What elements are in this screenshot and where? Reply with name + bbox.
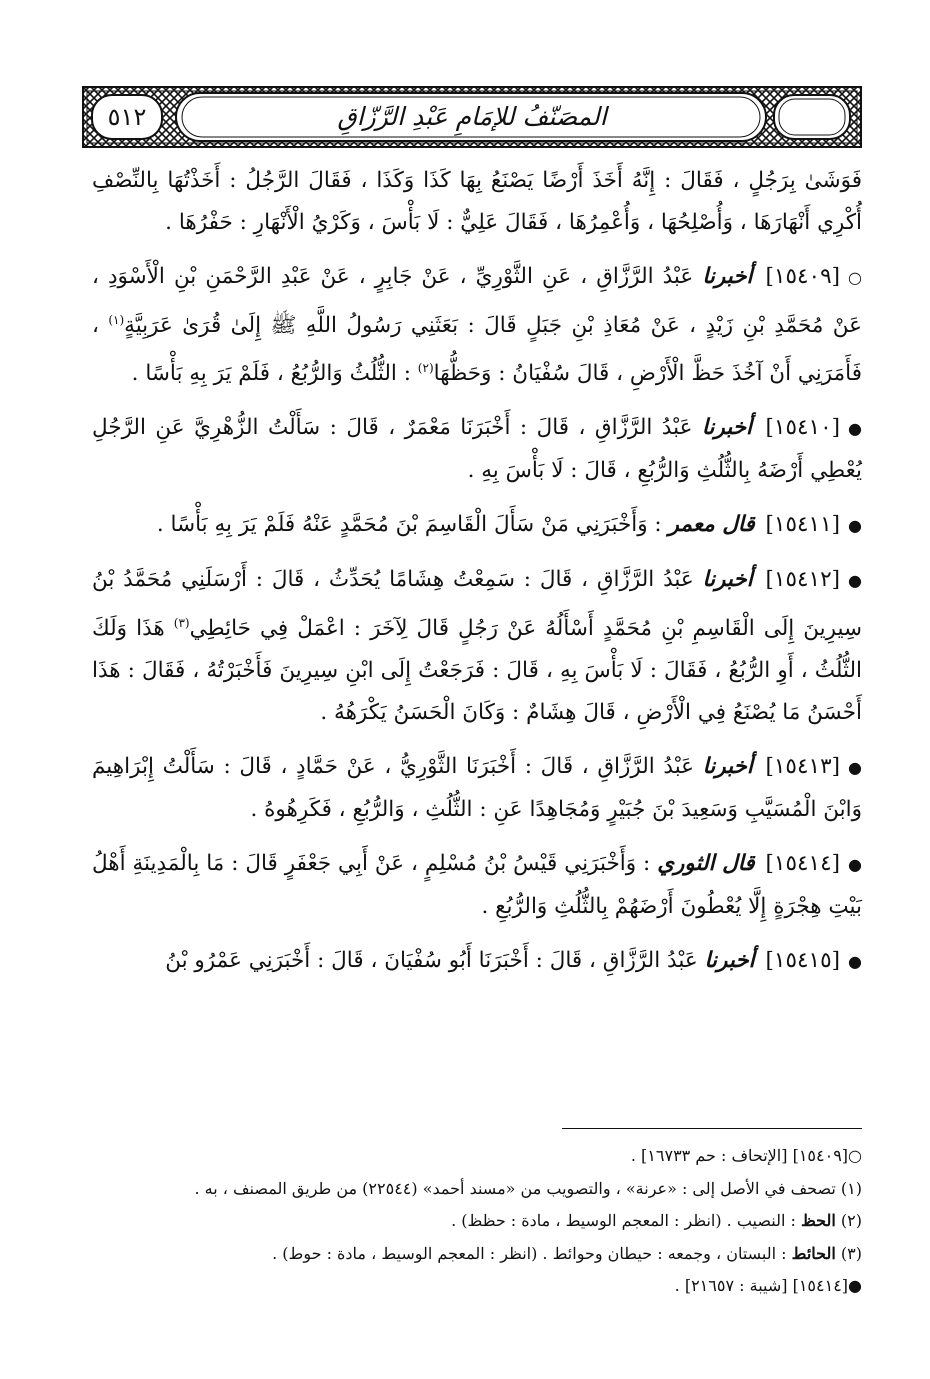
footnote-ref: (١): [108, 313, 125, 327]
hadith-number: [١٥٤١٠]: [765, 415, 841, 441]
text-line: فَوَشَىٰ بِرَجُلٍ ، فَقَالَ : إِنَّهُ أَخَذَ أَرْضًا يَصْنَعُ بِهَا كَذَا وَكَذَا ، فَقَالَ الرَّجُلُ : أَخَذْتُهَا: [167, 168, 862, 193]
hadith-text: : وَأَخْبَرَنِي قَيْسُ بْنُ مُسْلِمٍ ، عَنْ أَبِي جَعْفَرٍ قَالَ : مَا بِالْمَدِينَةِ أَهْلُ بَيْتِ هِجْرَةٍ إِلَّا يُعْطُونَ أَرْضَهُمْ بِالثُّلُثِ وَالرُّبُعِ .: [92, 851, 862, 920]
hadith-number: [١٥٤١٥]: [765, 948, 841, 974]
footnote-number: (٣): [840, 1243, 862, 1263]
hadith-text: ، فَأَمَرَنِي أَنْ آخُذَ حَظَّ الْأَرْضِ ، قَالَ سُفْيَانُ : وَحَظُّهَا: [92, 313, 862, 387]
hadith-text: عَبْدُ الرَّزَّاقِ ، عَنِ الثَّوْرِيِّ ، عَنْ جَابِرٍ ، عَنْ عَبْدِ الرَّحْمَنِ بْنِ الْأَسْوَدِ ، عَنْ مُحَمَّدِ بْنِ زَيْدٍ ، عَنْ مُعَاذِ بْنِ جَبَلٍ قَالَ : بَعَثَنِي رَسُولُ اللَّهِ ﷺ إِلَىٰ قُرَىٰ عَرَبِيَّةٍ: [92, 264, 862, 339]
hadith-number: [١٥٤١٤]: [765, 851, 841, 877]
hadith-text: عَبْدُ الرَّزَّاقِ ، قَالَ : أَخْبَرَنَا أَبُو سُفْيَانَ ، قَالَ : أَخْبَرَنِي عَمْرُو بْنُ: [165, 948, 698, 974]
hadith-15415: [92, 940, 862, 983]
footnote: [92, 1140, 862, 1173]
page-header: [82, 86, 862, 148]
hadith-15412: [92, 559, 862, 734]
footnote-text: تصحف في الأصل إلى : «عرنة» ، والتصويب من «مسند أحمد» (٢٢٥٤٤) من طريق المصنف ، به .: [194, 1178, 836, 1198]
footnote-text: : النصيب . (انظر : المعجم الوسيط ، مادة : حظظ) .: [451, 1211, 796, 1230]
hadith-number: [١٥٤١٢]: [765, 567, 841, 593]
hadith-marker: ●: [848, 571, 862, 591]
footnote-text: : البستان ، وجمعه : حيطان وحوائط . (انظر : المعجم الوسيط ، مادة : حوط) .: [272, 1243, 787, 1263]
hadith-marker: ●: [848, 758, 862, 778]
hadith-marker: ●: [848, 855, 862, 875]
hadith-15414: [92, 843, 862, 928]
hadith-15410: [92, 407, 862, 492]
isnad-label: أخبرنا: [701, 415, 753, 441]
footnote: [92, 1270, 862, 1303]
hadith-number: [١٥٤٠٩]: [765, 264, 841, 289]
logo-seal: [776, 101, 846, 135]
hadith-15409: [92, 256, 862, 395]
hadith-15413: [92, 746, 862, 831]
hadith-text: عَبْدُ الرَّزَّاقِ ، قَالَ : سَمِعْتُ هِشَامًا يُحَدِّثُ ، قَالَ : أَرْسَلَنِي مُحَمَّدُ بْنُ سِيرِينَ إِلَى الْقَاسِمِ بْنِ مُحَمَّدٍ أَسْأَلُهُ عَنْ رَجُلٍ قَالَ لِآخَرَ : اعْمَلْ فِي حَائِطِي: [92, 567, 862, 642]
hadith-marker: ●: [848, 516, 862, 536]
hadith-marker: ○: [848, 268, 863, 287]
hadith-marker: ●: [848, 419, 862, 439]
isnad-label: أخبرنا: [702, 754, 753, 780]
running-title: المصَنّفُ للإمَامِ عَبْدِ الرَّزّاقِ: [337, 102, 607, 131]
hadith-text: : الثُّلُثُ وَالرُّبُعُ ، فَلَمْ يَرَ بِهِ بَأْسًا .: [131, 361, 411, 387]
hadith-marker: ●: [848, 952, 862, 972]
isnad-label: أخبرنا: [704, 948, 755, 974]
footnote: [92, 1238, 862, 1271]
page-number: ٥١٢: [107, 103, 147, 131]
footnote-number: (٢): [840, 1211, 862, 1230]
hadith-number: [١٥٤١٣]: [765, 754, 841, 780]
footnote: [92, 1173, 862, 1206]
isnad-label: أخبرنا: [702, 567, 753, 593]
isnad-label: قال معمر: [668, 512, 755, 538]
footnote-text: ●[١٥٤١٤] [شيبة : ٢١٦٥٧] .: [674, 1276, 862, 1295]
footnote-term: الحائط: [791, 1243, 836, 1263]
hadith-text: هَذَا وَلَكَ الثُّلُثُ ، أَوِ الرُّبُعُ ، فَقَالَ : لَا بَأْسَ بِهِ ، قَالَ : فَرَجَعْتُ إِلَى ابْنِ سِيرِينَ فَأَخْبَرْتُهُ ، فَقَالَ : هَذَا أَحْسَنُ مَا يُصْنَعُ فِي الْأَرْضِ ، قَالَ هِشَامٌ : وَكَانَ الْحَسَنُ يَكْرَهُهُ .: [92, 616, 862, 726]
footnote-text: ○[١٥٤٠٩] [الإتحاف : حم ١٦٧٣٣] .: [630, 1146, 862, 1165]
hadith-text: عَبْدُ الرَّزَّاقِ ، قَالَ : أَخْبَرَنَا مَعْمَرٌ ، قَالَ : سَأَلْتُ الزُّهْرِيَّ عَنِ الرَّجُلِ يُعْطِي أَرْضَهُ بِالثُّلُثِ وَالرُّبُعِ ، قَالَ : لَا بَأْسَ بِهِ .: [92, 415, 862, 484]
hadith-number: [١٥٤١١]: [765, 512, 841, 538]
isnad-label: أخبرنا: [702, 264, 753, 289]
text-line: بِالنِّصْفِ أُكْرِي أَنْهَارَهَا ، وَأُصْلِحُهَا ، وَأُعْمِرُهَا ، فَقَالَ عَلِيٌّ : لَا بَأْسَ ، وَكَرْيُ الْأَنْهَارِ :: [92, 168, 862, 235]
footnote: [92, 1205, 862, 1238]
continuation-paragraph: [92, 160, 862, 244]
hadith-15411: [92, 504, 862, 547]
footnote-term: الحظ: [800, 1211, 836, 1230]
hadith-text: عَبْدُ الرَّزَّاقِ ، قَالَ : أَخْبَرَنَا الثَّوْرِيُّ ، عَنْ حَمَّادٍ ، قَالَ : سَأَلْتُ إِبْرَاهِيمَ وَابْنَ الْمُسَيَّبِ وَسَعِيدَ بْنَ جُبَيْرٍ وَمُجَاهِدًا عَنِ : الثُّلُثِ ، وَالرُّبُعِ ، فَكَرِهُوهُ .: [92, 754, 862, 823]
isnad-label: قال الثوري: [657, 851, 755, 877]
footnote-ref: (٢): [417, 361, 434, 376]
text-line: حَفْرُهَا .: [165, 210, 233, 235]
footnote-separator: [562, 1128, 862, 1129]
footnotes: [92, 1140, 862, 1303]
hadith-text: : وَأَخْبَرَنِي مَنْ سَأَلَ الْقَاسِمَ بْنَ مُحَمَّدٍ عَنْهُ فَلَمْ يَرَ بِهِ بَأْسًا .: [156, 512, 662, 538]
footnote-ref: (٣): [173, 616, 190, 631]
main-text: [92, 160, 862, 995]
footnote-number: (١): [840, 1178, 862, 1198]
